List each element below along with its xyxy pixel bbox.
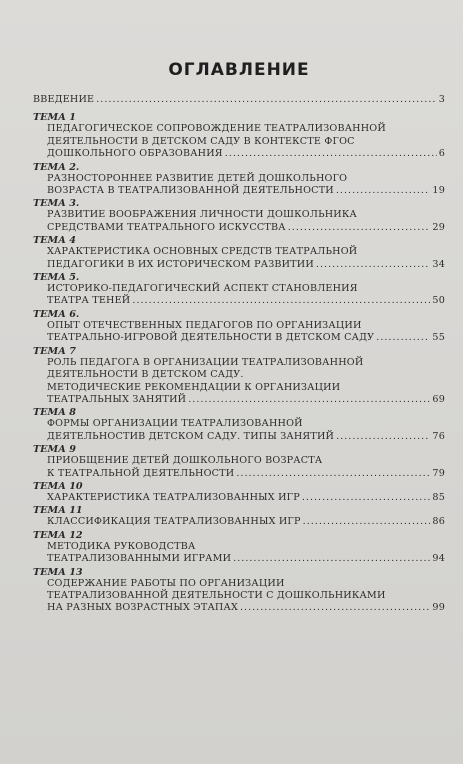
toc-entry [33,162,445,198]
title-line-last: ТЕАТРА ТЕНЕЙ [47,295,131,307]
title-line-last: КЛАССИФИКАЦИЯ ТЕАТРАЛИЗОВАННЫХ ИГР [47,516,301,528]
theme-label: ТЕМА 6. [33,308,80,320]
title-line: ПЕДАГОГИЧЕСКОЕ СОПРОВОЖДЕНИЕ ТЕАТРАЛИЗОВАННОЙ [47,123,386,135]
toc-entry-intro [33,94,445,106]
theme-label: ТЕМА 7 [33,345,76,357]
toc-entry-title [33,541,445,566]
toc-entry-title [33,455,445,480]
theme-label: ТЕМА 9 [33,444,76,456]
toc-entry-title [33,516,445,528]
title-line-last: ТЕАТРАЛИЗОВАННЫМИ ИГРАМИ [47,553,232,565]
toc-entry [33,272,445,308]
toc-entry-title [33,578,445,615]
dot-leader [288,222,431,234]
title-line: ФОРМЫ ОРГАНИЗАЦИИ ТЕАТРАЛИЗОВАННОЙ [47,418,303,430]
title-line: РАЗНОСТОРОННЕЕ РАЗВИТИЕ ДЕТЕЙ ДОШКОЛЬНОГО [47,172,348,184]
toc-entry [33,407,445,443]
toc-entry-title [33,246,445,271]
page-number: 19 [432,185,445,197]
title-line: СОДЕРЖАНИЕ РАБОТЫ ПО ОРГАНИЗАЦИИ [47,577,285,589]
dot-leader [132,295,430,307]
toc-list [33,112,445,614]
toc-entry-title [33,173,445,198]
title-line-last: К ТЕАТРАЛЬНОЙ ДЕЯТЕЛЬНОСТИ [47,467,235,479]
title-line-last: ТЕАТРАЛЬНО-ИГРОВОЙ ДЕЯТЕЛЬНОСТИ В ДЕТСКОМ САДУ [47,332,375,344]
title-line: ПРИОБЩЕНИЕ ДЕТЕЙ ДОШКОЛЬНОГО ВОЗРАСТА [47,455,323,467]
title-line: ОПЫТ ОТЕЧЕСТВЕННЫХ ПЕДАГОГОВ ПО ОРГАНИЗАЦИИ [47,319,362,331]
toc-entry-title [33,320,445,345]
theme-label: ТЕМА 2. [33,161,80,173]
toc-entry-title [33,283,445,308]
toc-entry [33,567,445,615]
toc-entry-title [33,492,445,504]
title-line: МЕТОДИЧЕСКИЕ РЕКОМЕНДАЦИИ К ОРГАНИЗАЦИИ [47,381,341,393]
page-number: 79 [432,467,445,479]
page-number: 85 [432,491,445,503]
page-number: 29 [432,221,445,233]
dot-leader [233,553,430,565]
toc-entry-title [33,418,445,443]
dot-leader [316,259,430,271]
page-number: 34 [432,258,445,270]
title-line: ДЕЯТЕЛЬНОСТИ В ДЕТСКОМ САДУ. [47,369,244,381]
dot-leader [236,468,430,480]
toc-entry [33,530,445,566]
title-line: ХАРАКТЕРИСТИКА ОСНОВНЫХ СРЕДСТВ ТЕАТРАЛЬНОЙ [47,246,358,258]
title-line-last: ПЕДАГОГИКИ В ИХ ИСТОРИЧЕСКОМ РАЗВИТИИ [47,258,314,270]
intro-title: ВВЕДЕНИЕ [33,94,95,105]
title-line: РАЗВИТИЕ ВООБРАЖЕНИЯ ЛИЧНОСТИ ДОШКОЛЬНИКА [47,209,357,221]
theme-label: ТЕМА 5. [33,272,80,284]
page-number: 94 [432,553,445,565]
theme-label: ТЕМА 11 [33,505,83,517]
title-line-last: ТЕАТРАЛЬНЫХ ЗАНЯТИЙ [47,393,187,405]
toc-entry [33,112,445,160]
toc-entry-title [33,94,445,106]
toc-entry [33,481,445,504]
dot-leader [302,492,431,504]
dot-leader [336,185,431,197]
dot-leader [240,602,430,614]
theme-label: ТЕМА 1 [33,112,76,124]
page-number: 99 [432,602,445,614]
toc-entry [33,309,445,345]
theme-label: ТЕМА 8 [33,407,76,419]
page-number: 6 [438,148,445,160]
toc-entry-title [33,209,445,234]
theme-label: ТЕМА 3. [33,198,80,210]
theme-label: ТЕМА 10 [33,480,83,492]
toc-entry [33,198,445,234]
theme-label: ТЕМА 12 [33,529,83,541]
page-number: 3 [438,94,445,105]
toc-entry [33,505,445,528]
title-line: ДЕЯТЕЛЬНОСТИ В ДЕТСКОМ САДУ В КОНТЕКСТЕ ФГОС [47,135,355,147]
title-line: МЕТОДИКА РУКОВОДСТВА [47,540,196,552]
title-line: ТЕАТРАЛИЗОВАННОЙ ДЕЯТЕЛЬНОСТИ С ДОШКОЛЬНИКАМИ [47,589,386,601]
toc-entry-title [33,357,445,407]
page-number: 76 [432,430,445,442]
theme-label: ТЕМА 13 [33,566,83,578]
toc-entry [33,235,445,271]
title-line-last: ДЕЯТЕЛЬНОСТИВ ДЕТСКОМ САДУ. ТИПЫ ЗАНЯТИЙ [47,430,335,442]
toc-entry [33,444,445,480]
title-line-last: ВОЗРАСТА В ТЕАТРАЛИЗОВАННОЙ ДЕЯТЕЛЬНОСТИ [47,185,334,197]
page-number: 86 [432,516,445,528]
title-line: ИСТОРИКО-ПЕДАГОГИЧЕСКИЙ АСПЕКТ СТАНОВЛЕНИЯ [47,283,358,295]
page-number: 55 [432,332,445,344]
dot-leader [188,394,430,406]
page-number: 69 [432,393,445,405]
title-line-last: НА РАЗНЫХ ВОЗРАСТНЫХ ЭТАПАХ [47,602,238,614]
title-line-last: ДОШКОЛЬНОГО ОБРАЗОВАНИЯ [47,148,223,160]
theme-label: ТЕМА 4 [33,235,76,247]
dot-leader [303,516,431,528]
dot-leader [96,94,436,106]
page-number: 50 [432,295,445,307]
title-line: РОЛЬ ПЕДАГОГА В ОРГАНИЗАЦИИ ТЕАТРАЛИЗОВАННОЙ [47,356,364,368]
toc-entry-title [33,123,445,160]
dot-leader [376,332,430,344]
toc-entry [33,346,445,407]
dot-leader [336,431,430,443]
page-title: ОГЛАВЛЕНИЕ [168,60,310,80]
dot-leader [225,148,437,160]
title-line-last: ХАРАКТЕРИСТИКА ТЕАТРАЛИЗОВАННЫХ ИГР [47,491,300,503]
title-line-last: СРЕДСТВАМИ ТЕАТРАЛЬНОГО ИСКУССТВА [47,221,286,233]
